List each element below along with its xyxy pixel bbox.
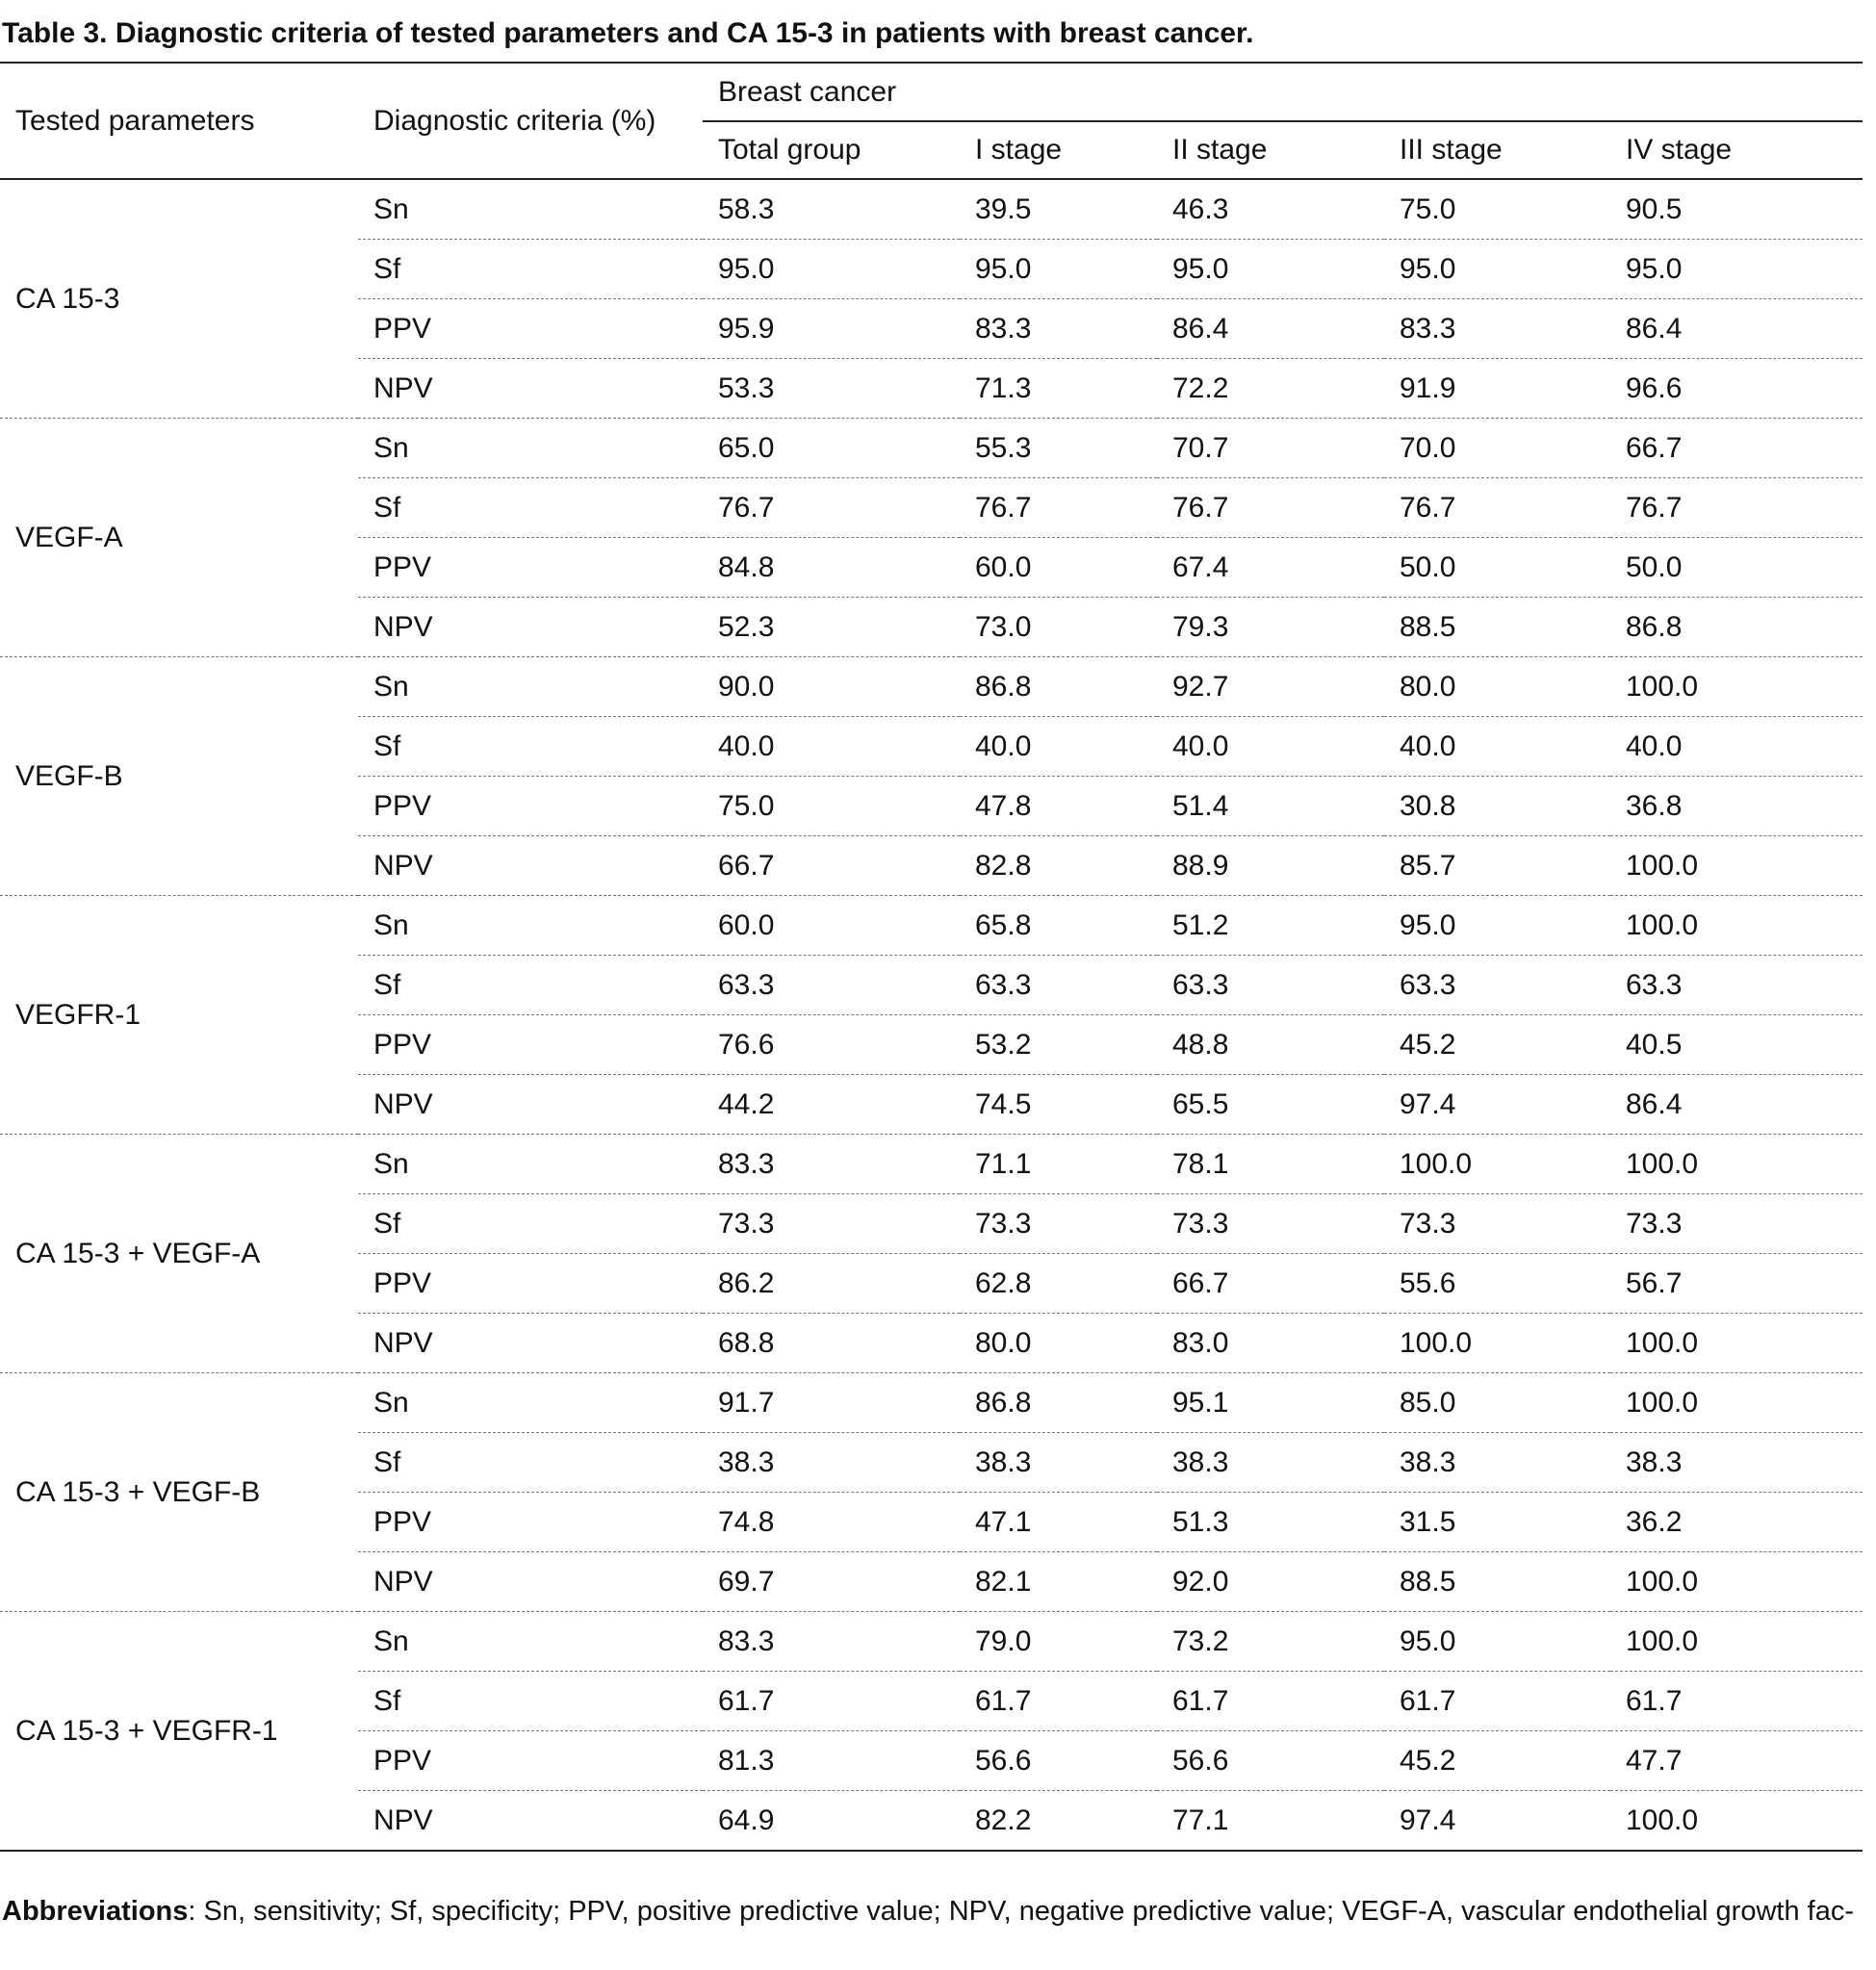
value-cell: 83.3 bbox=[703, 1135, 960, 1194]
criterion-cell: Sn bbox=[358, 1135, 703, 1194]
value-cell: 91.9 bbox=[1384, 359, 1610, 419]
value-cell: 100.0 bbox=[1610, 896, 1863, 956]
value-cell: 62.8 bbox=[960, 1254, 1157, 1314]
value-cell: 100.0 bbox=[1610, 1612, 1863, 1672]
value-cell: 45.2 bbox=[1384, 1731, 1610, 1791]
value-cell: 100.0 bbox=[1610, 1373, 1863, 1433]
criterion-cell: NPV bbox=[358, 836, 703, 896]
criterion-cell: Sf bbox=[358, 240, 703, 299]
value-cell: 86.4 bbox=[1157, 299, 1384, 359]
value-cell: 76.7 bbox=[1610, 478, 1863, 538]
value-cell: 58.3 bbox=[718, 192, 775, 225]
value-cell: 47.8 bbox=[960, 777, 1157, 836]
value-cell: 100.0 bbox=[1610, 1135, 1863, 1194]
value-cell: 95.0 bbox=[1384, 896, 1610, 956]
value-cell: 84.8 bbox=[703, 538, 960, 598]
criterion-cell: Sn bbox=[358, 657, 703, 717]
value-cell: 74.5 bbox=[960, 1075, 1157, 1135]
value-cell: 56.7 bbox=[1610, 1254, 1863, 1314]
value-cell: 40.0 bbox=[1610, 717, 1863, 777]
value-cell: 76.7 bbox=[1384, 478, 1610, 538]
value-cell: 75.0 bbox=[1400, 192, 1456, 225]
header-stage-ii: II stage bbox=[1172, 134, 1268, 166]
value-cell: 85.7 bbox=[1384, 836, 1610, 896]
value-cell: 61.7 bbox=[1610, 1672, 1863, 1731]
value-cell: 90.0 bbox=[703, 657, 960, 717]
criterion-cell: Sf bbox=[358, 478, 703, 538]
value-cell: 70.0 bbox=[1384, 419, 1610, 478]
value-cell: 53.3 bbox=[703, 359, 960, 419]
criterion-cell: PPV bbox=[358, 1493, 703, 1552]
value-cell: 82.1 bbox=[960, 1552, 1157, 1612]
criterion-cell: PPV bbox=[358, 1254, 703, 1314]
header-diagnostic-criteria: Diagnostic criteria (%) bbox=[373, 104, 656, 137]
table-caption: Table 3. Diagnostic criteria of tested parameters and CA 15-3 in patients with breast cancer. bbox=[2, 17, 1254, 49]
value-cell: 47.7 bbox=[1610, 1731, 1863, 1791]
value-cell: 92.7 bbox=[1157, 657, 1384, 717]
value-cell: 73.3 bbox=[703, 1194, 960, 1254]
value-cell: 86.8 bbox=[960, 657, 1157, 717]
tested-parameter-cell: VEGF-A bbox=[0, 419, 358, 657]
value-cell: 75.0 bbox=[703, 777, 960, 836]
value-cell: 66.7 bbox=[1157, 1254, 1384, 1314]
footnote-text: : Sn, sensitivity; Sf, specificity; PPV, positive predictive value; NPV, negative predictive value; VEGF-A, vascular endothelial growth fac- bbox=[188, 1896, 1854, 1927]
value-cell: 95.0 bbox=[960, 240, 1157, 299]
value-cell: 66.7 bbox=[703, 836, 960, 896]
value-cell: 82.2 bbox=[960, 1791, 1157, 1852]
value-cell: 83.3 bbox=[1384, 299, 1610, 359]
value-cell: 95.0 bbox=[1610, 240, 1863, 299]
criterion-cell: NPV bbox=[358, 598, 703, 657]
criterion-cell: Sf bbox=[358, 1433, 703, 1493]
criterion-cell: Sn bbox=[358, 1612, 703, 1672]
table-row bbox=[0, 419, 1863, 478]
value-cell: 47.1 bbox=[960, 1493, 1157, 1552]
criterion-cell: Sf bbox=[358, 717, 703, 777]
criterion-cell: PPV bbox=[358, 1731, 703, 1791]
value-cell: 72.2 bbox=[1157, 359, 1384, 419]
value-cell: 73.3 bbox=[1157, 1194, 1384, 1254]
value-cell: 61.7 bbox=[703, 1672, 960, 1731]
value-cell: 73.3 bbox=[960, 1194, 1157, 1254]
header-stage-iv: IV stage bbox=[1626, 134, 1733, 166]
value-cell: 38.3 bbox=[1384, 1433, 1610, 1493]
value-cell: 82.8 bbox=[960, 836, 1157, 896]
criterion-cell: NPV bbox=[358, 1314, 703, 1373]
value-cell: 83.0 bbox=[1157, 1314, 1384, 1373]
value-cell: 65.5 bbox=[1157, 1075, 1384, 1135]
value-cell: 51.3 bbox=[1157, 1493, 1384, 1552]
value-cell: 76.6 bbox=[703, 1015, 960, 1075]
value-cell: 55.3 bbox=[960, 419, 1157, 478]
criterion-cell: NPV bbox=[358, 359, 703, 419]
table-row bbox=[0, 1612, 1863, 1672]
value-cell: 50.0 bbox=[1384, 538, 1610, 598]
value-cell: 51.4 bbox=[1157, 777, 1384, 836]
header-total-group: Total group bbox=[718, 134, 861, 166]
criterion-cell: Sn bbox=[358, 419, 703, 478]
table-header bbox=[0, 63, 1863, 179]
criterion-cell: Sf bbox=[358, 1194, 703, 1254]
value-cell: 79.3 bbox=[1157, 598, 1384, 657]
value-cell: 64.9 bbox=[703, 1791, 960, 1852]
criterion-cell: NPV bbox=[358, 1791, 703, 1852]
value-cell: 36.2 bbox=[1610, 1493, 1863, 1552]
value-cell: 86.4 bbox=[1610, 299, 1863, 359]
tested-parameter-cell: CA 15-3 + VEGFR-1 bbox=[0, 1612, 358, 1852]
criterion-cell: PPV bbox=[358, 777, 703, 836]
value-cell: 95.1 bbox=[1157, 1373, 1384, 1433]
table-row bbox=[0, 657, 1863, 717]
value-cell: 63.3 bbox=[1610, 956, 1863, 1015]
value-cell: 38.3 bbox=[960, 1433, 1157, 1493]
criterion-cell: Sn bbox=[373, 192, 409, 225]
diagnostic-criteria-table bbox=[0, 62, 1863, 1852]
criterion-cell: Sn bbox=[358, 896, 703, 956]
value-cell: 48.8 bbox=[1157, 1015, 1384, 1075]
table-row bbox=[0, 1135, 1863, 1194]
value-cell: 83.3 bbox=[960, 299, 1157, 359]
value-cell: 68.8 bbox=[703, 1314, 960, 1373]
value-cell: 80.0 bbox=[1384, 657, 1610, 717]
criterion-cell: NPV bbox=[358, 1552, 703, 1612]
value-cell: 70.7 bbox=[1157, 419, 1384, 478]
value-cell: 76.7 bbox=[1157, 478, 1384, 538]
value-cell: 76.7 bbox=[703, 478, 960, 538]
criterion-cell: Sf bbox=[358, 956, 703, 1015]
value-cell: 61.7 bbox=[960, 1672, 1157, 1731]
value-cell: 96.6 bbox=[1610, 359, 1863, 419]
value-cell: 95.9 bbox=[703, 299, 960, 359]
value-cell: 92.0 bbox=[1157, 1552, 1384, 1612]
value-cell: 80.0 bbox=[960, 1314, 1157, 1373]
value-cell: 90.5 bbox=[1626, 192, 1683, 225]
value-cell: 95.0 bbox=[1157, 240, 1384, 299]
value-cell: 73.0 bbox=[960, 598, 1157, 657]
value-cell: 76.7 bbox=[960, 478, 1157, 538]
tested-parameter-cell: CA 15-3 + VEGF-A bbox=[0, 1135, 358, 1373]
tested-parameter-cell: CA 15-3 + VEGF-B bbox=[0, 1373, 358, 1612]
criterion-cell: Sn bbox=[358, 1373, 703, 1433]
table-row bbox=[0, 896, 1863, 956]
value-cell: 85.0 bbox=[1384, 1373, 1610, 1433]
value-cell: 38.3 bbox=[1610, 1433, 1863, 1493]
value-cell: 60.0 bbox=[960, 538, 1157, 598]
value-cell: 97.4 bbox=[1384, 1791, 1610, 1852]
value-cell: 51.2 bbox=[1157, 896, 1384, 956]
value-cell: 97.4 bbox=[1384, 1075, 1610, 1135]
criterion-cell: PPV bbox=[358, 538, 703, 598]
value-cell: 63.3 bbox=[1384, 956, 1610, 1015]
value-cell: 77.1 bbox=[1157, 1791, 1384, 1852]
value-cell: 40.5 bbox=[1610, 1015, 1863, 1075]
value-cell: 71.3 bbox=[960, 359, 1157, 419]
value-cell: 86.8 bbox=[1610, 598, 1863, 657]
value-cell: 69.7 bbox=[703, 1552, 960, 1612]
table-row bbox=[0, 179, 1863, 240]
value-cell: 63.3 bbox=[703, 956, 960, 1015]
header-stage-iii: III stage bbox=[1400, 134, 1503, 166]
value-cell: 86.4 bbox=[1610, 1075, 1863, 1135]
value-cell: 53.2 bbox=[960, 1015, 1157, 1075]
value-cell: 73.2 bbox=[1157, 1612, 1384, 1672]
value-cell: 78.1 bbox=[1157, 1135, 1384, 1194]
value-cell: 88.9 bbox=[1157, 836, 1384, 896]
value-cell: 73.3 bbox=[1610, 1194, 1863, 1254]
value-cell: 39.5 bbox=[975, 192, 1032, 225]
value-cell: 44.2 bbox=[703, 1075, 960, 1135]
value-cell: 100.0 bbox=[1610, 1314, 1863, 1373]
value-cell: 30.8 bbox=[1384, 777, 1610, 836]
value-cell: 79.0 bbox=[960, 1612, 1157, 1672]
value-cell: 40.0 bbox=[703, 717, 960, 777]
footnote-label: Abbreviations bbox=[2, 1896, 189, 1927]
value-cell: 56.6 bbox=[960, 1731, 1157, 1791]
value-cell: 95.0 bbox=[1384, 240, 1610, 299]
header-tested-parameters: Tested parameters bbox=[15, 104, 255, 137]
value-cell: 61.7 bbox=[1384, 1672, 1610, 1731]
criterion-cell: PPV bbox=[358, 1015, 703, 1075]
value-cell: 88.5 bbox=[1384, 1552, 1610, 1612]
value-cell: 60.0 bbox=[703, 896, 960, 956]
value-cell: 65.8 bbox=[960, 896, 1157, 956]
value-cell: 38.3 bbox=[703, 1433, 960, 1493]
value-cell: 46.3 bbox=[1172, 192, 1229, 225]
value-cell: 40.0 bbox=[1157, 717, 1384, 777]
value-cell: 100.0 bbox=[1610, 836, 1863, 896]
value-cell: 100.0 bbox=[1384, 1135, 1610, 1194]
value-cell: 100.0 bbox=[1610, 657, 1863, 717]
value-cell: 61.7 bbox=[1157, 1672, 1384, 1731]
value-cell: 55.6 bbox=[1384, 1254, 1610, 1314]
value-cell: 45.2 bbox=[1384, 1015, 1610, 1075]
table-row bbox=[0, 1373, 1863, 1433]
value-cell: 100.0 bbox=[1610, 1552, 1863, 1612]
header-stage-i: I stage bbox=[975, 134, 1063, 166]
tested-parameter-cell: VEGFR-1 bbox=[0, 896, 358, 1135]
value-cell: 67.4 bbox=[1157, 538, 1384, 598]
value-cell: 63.3 bbox=[960, 956, 1157, 1015]
value-cell: 52.3 bbox=[703, 598, 960, 657]
value-cell: 91.7 bbox=[703, 1373, 960, 1433]
value-cell: 65.0 bbox=[703, 419, 960, 478]
footnote bbox=[2, 1896, 1869, 1928]
value-cell: 38.3 bbox=[1157, 1433, 1384, 1493]
tested-parameter-cell: CA 15-3 bbox=[15, 282, 120, 315]
value-cell: 86.2 bbox=[703, 1254, 960, 1314]
value-cell: 40.0 bbox=[960, 717, 1157, 777]
value-cell: 74.8 bbox=[703, 1493, 960, 1552]
criterion-cell: PPV bbox=[358, 299, 703, 359]
criterion-cell: Sf bbox=[358, 1672, 703, 1731]
value-cell: 31.5 bbox=[1384, 1493, 1610, 1552]
value-cell: 100.0 bbox=[1384, 1314, 1610, 1373]
value-cell: 86.8 bbox=[960, 1373, 1157, 1433]
value-cell: 71.1 bbox=[960, 1135, 1157, 1194]
value-cell: 95.0 bbox=[703, 240, 960, 299]
value-cell: 63.3 bbox=[1157, 956, 1384, 1015]
value-cell: 100.0 bbox=[1610, 1791, 1863, 1852]
value-cell: 81.3 bbox=[703, 1731, 960, 1791]
value-cell: 83.3 bbox=[703, 1612, 960, 1672]
value-cell: 95.0 bbox=[1384, 1612, 1610, 1672]
table-body bbox=[0, 179, 1863, 1851]
tested-parameter-cell: VEGF-B bbox=[0, 657, 358, 896]
value-cell: 36.8 bbox=[1610, 777, 1863, 836]
header-breast-cancer: Breast cancer bbox=[703, 63, 1863, 121]
value-cell: 40.0 bbox=[1384, 717, 1610, 777]
value-cell: 73.3 bbox=[1384, 1194, 1610, 1254]
value-cell: 66.7 bbox=[1610, 419, 1863, 478]
criterion-cell: NPV bbox=[358, 1075, 703, 1135]
value-cell: 50.0 bbox=[1610, 538, 1863, 598]
value-cell: 56.6 bbox=[1157, 1731, 1384, 1791]
value-cell: 88.5 bbox=[1384, 598, 1610, 657]
